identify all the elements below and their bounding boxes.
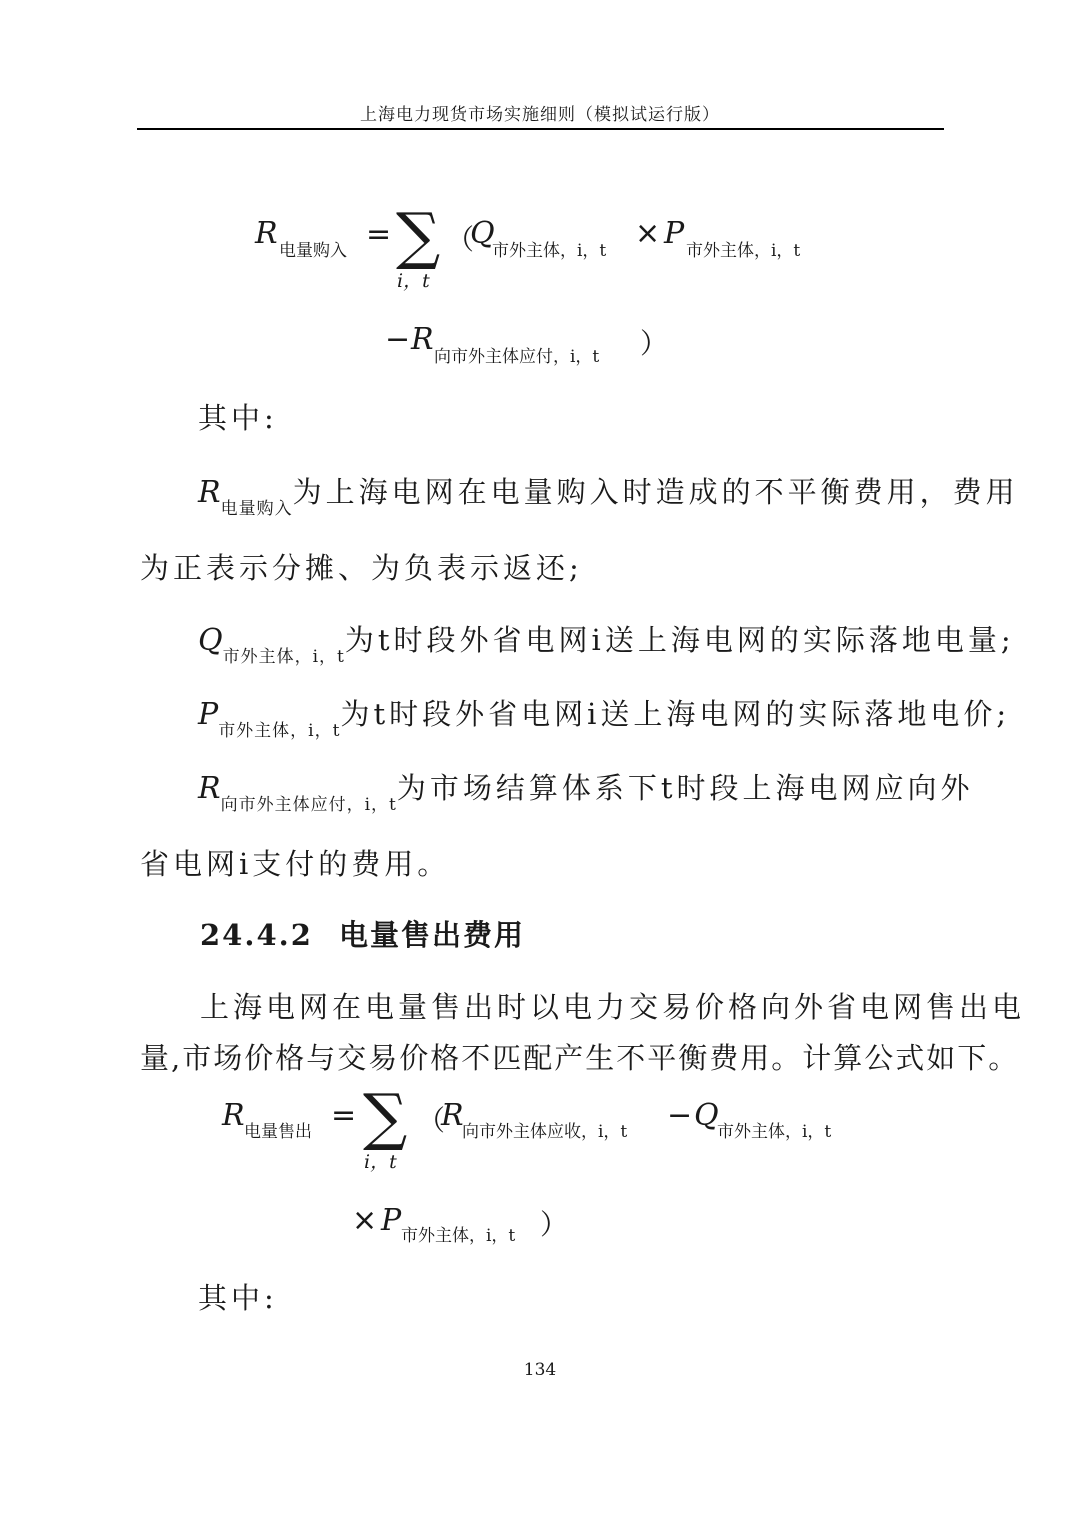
- eq1-r-sub: 向市外主体应付，i，t: [434, 347, 600, 367]
- eq2-minus: −: [667, 1098, 693, 1133]
- eq2-q-sub: 市外主体，i，t: [717, 1122, 832, 1142]
- def1-text-line1: 为上海电网在电量购入时造成的不平衡费用，费用: [292, 475, 1019, 509]
- where-label-1: 其中:: [198, 401, 278, 435]
- page-number: 134: [523, 1360, 557, 1380]
- eq2-lhs-var: R: [222, 1098, 245, 1133]
- eq1-times: ×: [635, 216, 661, 251]
- eq1-sigma-under: i，t: [397, 270, 430, 292]
- eq1-q-var: Q: [470, 216, 495, 251]
- body-line2: 量,市场价格与交易价格不匹配产生不平衡费用。计算公式如下。: [140, 1041, 1020, 1075]
- definition-r-purchase-line1: [198, 470, 1019, 519]
- eq1-r-var: R: [411, 322, 434, 357]
- eq2-lhs-sub: 电量售出: [244, 1122, 312, 1142]
- eq1-q-sub: 市外主体，i，t: [492, 241, 607, 261]
- eq1-minus: −: [385, 322, 411, 357]
- definition-p: [198, 692, 1011, 741]
- where-label-2: 其中:: [198, 1281, 278, 1315]
- eq2-equals: =: [331, 1098, 357, 1133]
- body-line1: 上海电网在电量售出时以电力交易价格向外省电网售出电: [200, 990, 1026, 1024]
- eq2-p-var: P: [381, 1203, 402, 1238]
- eq2-times: ×: [352, 1203, 378, 1238]
- eq2-r-sub: 向市外主体应收，i，t: [462, 1122, 628, 1142]
- eq2-r-var: R: [441, 1098, 464, 1133]
- def4-var: R: [198, 771, 221, 806]
- definition-q: [198, 618, 1015, 667]
- def3-var: P: [198, 697, 219, 732]
- def3-sub: 市外主体，i，t: [218, 721, 341, 741]
- eq2-sigma-under: i，t: [364, 1151, 397, 1173]
- eq1-sigma: ∑: [396, 199, 441, 272]
- eq1-p-sub: 市外主体，i，t: [686, 241, 801, 261]
- eq2-open-paren: （: [417, 1104, 446, 1137]
- def4-sub: 向市外主体应付，i，t: [220, 795, 397, 815]
- definition-r-payable-line1: [198, 766, 974, 815]
- definition-r-purchase-line2: 为正表示分摊、为负表示返还;: [140, 551, 583, 585]
- eq2-sigma: ∑: [363, 1080, 408, 1153]
- def3-text: 为t时段外省电网i送上海电网的实际落地电价;: [340, 697, 1011, 731]
- eq1-equals: =: [366, 217, 392, 252]
- def2-text: 为t时段外省电网i送上海电网的实际落地电量;: [344, 623, 1015, 657]
- eq1-p-var: P: [664, 216, 685, 251]
- section-heading: [200, 913, 525, 954]
- running-header: 上海电力现货市场实施细则（模拟试运行版）: [360, 105, 720, 125]
- definition-r-payable-line2: 省电网i支付的费用。: [140, 847, 451, 881]
- def1-sub: 电量购入: [220, 499, 293, 519]
- eq2-close-paren: ）: [540, 1208, 569, 1241]
- def2-sub: 市外主体，i，t: [222, 647, 345, 667]
- def1-var: R: [198, 475, 221, 510]
- eq2-p-sub: 市外主体，i，t: [401, 1226, 516, 1246]
- eq1-close-paren: ）: [640, 327, 669, 360]
- eq1-lhs-var: R: [255, 216, 278, 251]
- def2-var: Q: [198, 623, 223, 658]
- eq1-open-paren: （: [446, 223, 475, 256]
- section-title: 电量售出费用: [339, 918, 526, 952]
- eq1-lhs-sub: 电量购入: [279, 241, 347, 261]
- def4-text-line1: 为市场结算体系下t时段上海电网应向外: [396, 771, 974, 805]
- section-number: 24.4.2: [200, 918, 313, 952]
- header-rule: [137, 128, 944, 130]
- eq2-q-var: Q: [694, 1098, 719, 1133]
